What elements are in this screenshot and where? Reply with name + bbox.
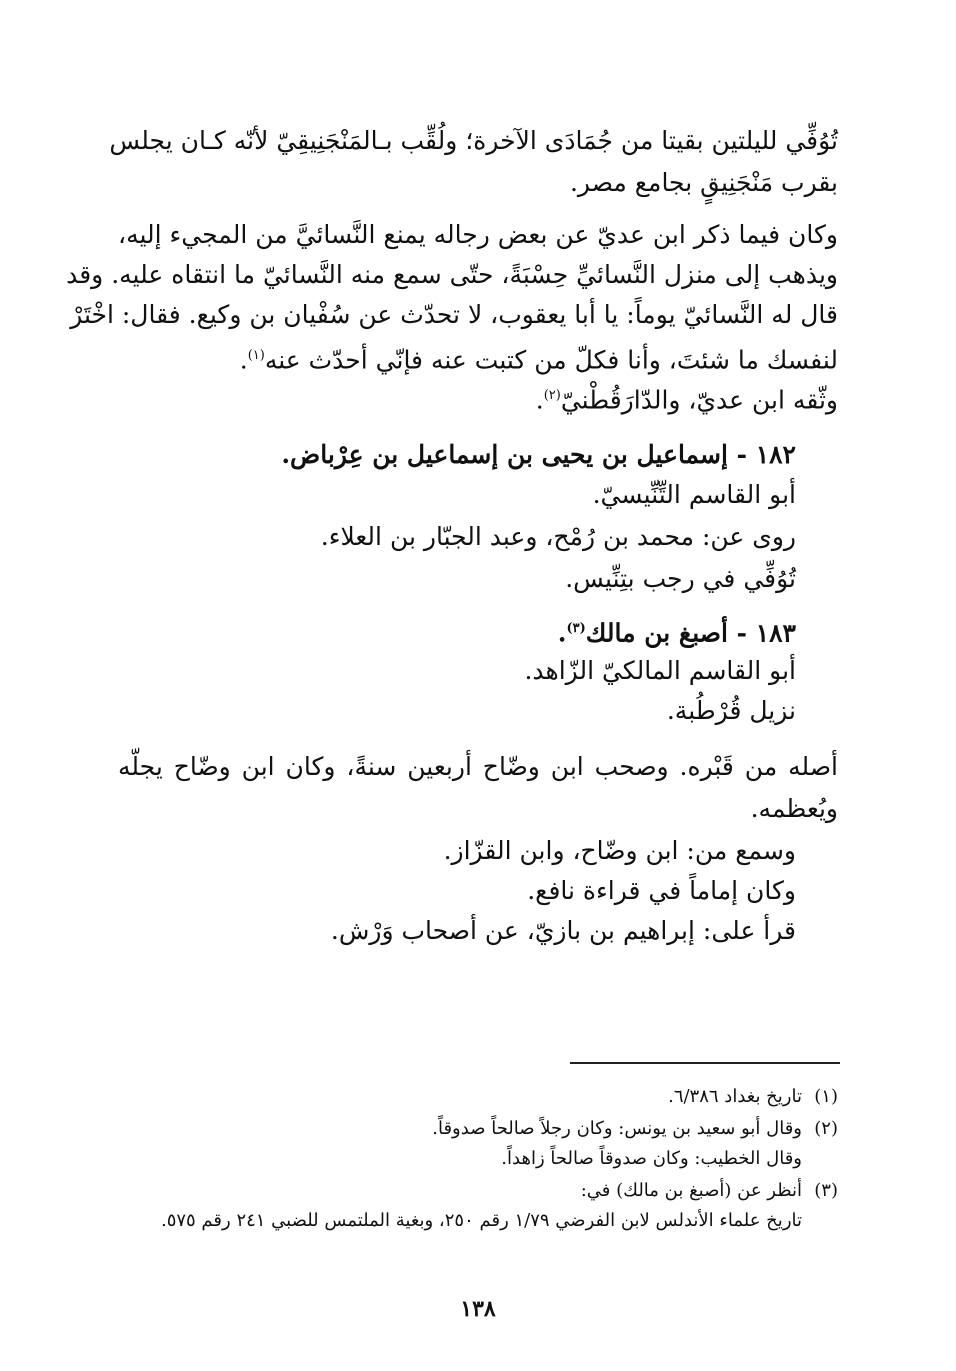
footnote-number: (٣) bbox=[814, 1180, 838, 1201]
text-line-6 bbox=[240, 339, 838, 377]
text-line-6-body: لنفسك ما شئتَ، وأنا فكلّ من كتبت عنه فإنّي أحدّث عنه bbox=[264, 345, 838, 375]
text-line-11: تُوُفِّي في رجب بتِنِّيس. bbox=[565, 564, 796, 593]
text-line-9: أبو القاسم التِّنِّيسيّ. bbox=[592, 480, 796, 509]
text-line-13: أبو القاسم المالكيّ الزّاهد. bbox=[524, 656, 796, 685]
text-line-15: أصله من قَبْره. وصحب ابن وضّاح أربعين سنةً، وكان ابن وضّاح يجلّه bbox=[118, 752, 838, 781]
footnote-2-continued: وقال الخطيب: وكان صدوقاً صالحاً زاهداً. bbox=[501, 1148, 802, 1169]
entry-heading-183-body: ١٨٣ - أصبغ بن مالك bbox=[585, 618, 796, 648]
footnote-text: أنظر عن (أصبغ بن مالك) في: bbox=[580, 1180, 802, 1201]
entry-heading-183 bbox=[558, 612, 796, 650]
footnote-number: (٢) bbox=[814, 1118, 838, 1139]
text-line-4: ويذهب إلى منزل النَّسائيِّ حِسْبَةً، حتّى سمع منه النَّسائيّ ما انتقاه عليه. وقد bbox=[66, 260, 838, 289]
entry-heading-182: ١٨٢ - إسماعيل بن يحيى بن إسماعيل بن عِرْباض. bbox=[281, 440, 796, 469]
footnote-1 bbox=[668, 1084, 838, 1110]
period: . bbox=[557, 618, 567, 648]
text-line-16: ويُعظمه. bbox=[750, 794, 838, 823]
text-line-18: وكان إماماً في قراءة نافع. bbox=[527, 876, 796, 905]
text-line-7 bbox=[536, 379, 838, 417]
footnote-number: (١) bbox=[814, 1086, 838, 1107]
text-line-5: قال له النَّسائيّ يوماً: يا أبا يعقوب، لا تحدّث عن سُفْيان بن وكيع. فقال: اخْتَرْ bbox=[70, 300, 838, 329]
footnote-2 bbox=[432, 1116, 838, 1142]
page-number: ١٣٨ bbox=[460, 1296, 496, 1322]
text-line-7-body: وثّقه ابن عديّ، والدّارَقُطْنيّ bbox=[560, 385, 838, 415]
text-line-2: بقرب مَنْجَنِيقٍ بجامع مصر. bbox=[569, 168, 838, 197]
footnote-mark-3: (٣) bbox=[566, 621, 586, 636]
footnote-divider bbox=[570, 1062, 840, 1064]
text-line-17: وسمع من: ابن وضّاح، وابن القزّاز. bbox=[443, 836, 796, 865]
text-line-14: نزيل قُرْطُبة. bbox=[666, 696, 796, 725]
text-line-3: وكان فيما ذكر ابن عديّ عن بعض رجاله يمنع النَّسائيَّ من المجيء إليه، bbox=[118, 220, 838, 249]
footnote-mark-2: (٢) bbox=[543, 388, 561, 403]
footnote-mark-1: (١) bbox=[247, 348, 265, 363]
footnote-text: تاريخ بغداد ٦/٣٨٦. bbox=[668, 1086, 802, 1107]
period: . bbox=[239, 345, 248, 375]
text-line-10: روى عن: محمد بن رُمْح، وعبد الجبّار بن العلاء. bbox=[320, 522, 796, 551]
footnote-text: وقال أبو سعيد بن يونس: وكان رجلاً صالحاً صدوقاً. bbox=[432, 1118, 802, 1139]
footnote-3 bbox=[581, 1178, 838, 1204]
period: . bbox=[535, 385, 544, 415]
text-line-1: تُوُفِّي لليلتين بقيتا من جُمَادَى الآخرة؛ ولُقِّب بـالمَنْجَنِيقِيّ لأنّه كـان يجلس bbox=[109, 126, 838, 155]
footnote-3-continued: تاريخ علماء الأندلس لابن الفرضي ١/٧٩ رقم ٢٥٠، وبغية الملتمس للضبي ٢٤١ رقم ٥٧٥. bbox=[160, 1210, 802, 1231]
text-line-19: قرأ على: إبراهيم بن بازيّ، عن أصحاب وَرْش. bbox=[330, 916, 796, 945]
